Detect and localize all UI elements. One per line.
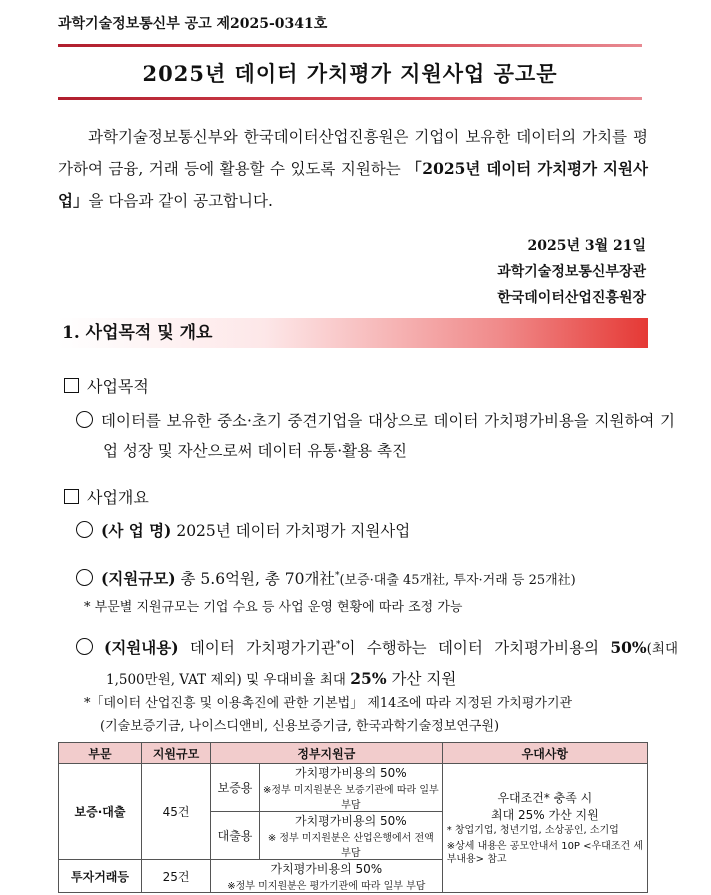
support-main: 가치평가비용의 50% [270, 862, 383, 876]
preference-line-2: 최대 25% 가산 지원 [491, 808, 599, 822]
content-text-1: 데이터 가치평가기관 [189, 639, 336, 658]
purpose-heading [64, 374, 149, 397]
notice-number: 과학기술정보통신부 공고 제2025-0341호 [58, 16, 328, 32]
table-header-row [59, 743, 648, 764]
document-title: 2025년 데이터 가치평가 지원사업 공고문 [142, 61, 558, 86]
scale-label: (지원규모) [101, 569, 176, 589]
signatory-2: 한국데이터산업진흥원장 [497, 290, 646, 306]
scale-value: 총 5.6억원, 총 70개社 [180, 570, 335, 589]
content-note-2: (기술보증기금, 나이스디앤비, 신용보증기금, 한국과학기술정보연구원) [100, 719, 500, 734]
title-top-rule [58, 44, 642, 47]
intro-program-name: 「2025년 데이터 가치평가 지원사업」 [58, 159, 648, 210]
support-note: ※정부 미지원분은 평가기관에 따라 일부 부담 [227, 881, 426, 892]
table-cell-type: 대출용 [211, 812, 260, 860]
support-table [58, 742, 648, 893]
scale-note: * 부문별 지원규모는 기업 수요 등 사업 운영 현황에 따라 조정 가능 [84, 600, 463, 615]
announcement-date: 2025년 3월 21일 [527, 238, 646, 254]
preference-line-4: ※상세 내용은 공모안내서 10P <우대조건 세부내용> 참고 [446, 841, 643, 865]
purpose-text: 데이터를 보유한 중소·초기 중견기업을 대상으로 데이터 가치평가비용을 지원하여 기업 성장 및 자산으로써 데이터 유통·활용 촉진 [101, 412, 675, 460]
table-row [59, 764, 648, 812]
content-label: (지원내용) [104, 638, 179, 658]
section-heading-text: 1. 사업목적 및 개요 [62, 323, 213, 343]
table-header: 부문 [59, 743, 142, 764]
circle-bullet-icon [76, 638, 93, 655]
overview-heading-text: 사업개요 [87, 488, 149, 507]
table-cell-type: 보증용 [211, 764, 260, 812]
content-text-4: 가산 지원 [386, 670, 457, 689]
table-cell-scale: 25건 [142, 860, 211, 893]
table-cell-section: 보증·대출 [59, 764, 142, 860]
content-note-1: *「데이터 산업진흥 및 이용촉진에 관한 기본법」 제14조에 따라 지정된 가치평가기관 [84, 696, 573, 711]
support-note: ※ 정부 미지원분은 산업은행에서 전액 부담 [267, 833, 434, 859]
program-name-value: 2025년 데이터 가치평가 지원사업 [176, 522, 411, 540]
table-header: 지원규모 [142, 743, 211, 764]
signature-block [497, 233, 646, 311]
program-name-label: (사 업 명) [101, 521, 172, 540]
scale-item [76, 561, 648, 596]
circle-bullet-icon [76, 569, 93, 586]
content-footnote-mark: * [335, 640, 341, 650]
table-cell-scale: 45건 [142, 764, 211, 860]
table-cell-support [260, 764, 443, 812]
program-name-item [76, 516, 648, 546]
intro-paragraph [58, 122, 648, 217]
scale-footnote-mark: * [334, 571, 340, 581]
table-cell-section: 투자거래등 [59, 860, 142, 893]
circle-bullet-icon [76, 521, 93, 538]
signatory-1: 과학기술정보통신부장관 [497, 264, 646, 280]
table-cell-support [211, 860, 443, 893]
table-header: 우대사항 [442, 743, 647, 764]
content-text-3: (최대 1,500만원, VAT 제외) 및 우대비율 최대 [106, 641, 678, 689]
intro-text-1: 과학기술정보통신부와 한국데이터산업진흥원은 기업이 보유한 데이터의 가치를 평가하여 금융, 거래 등에 활용할 수 있도록 지원하는 [58, 128, 648, 178]
purpose-item [76, 406, 675, 466]
square-bullet-icon [64, 489, 79, 504]
support-note: ※정부 미지원분은 보증기관에 따라 일부 부담 [263, 785, 439, 811]
overview-heading [64, 485, 149, 508]
content-rate: 50% [610, 638, 647, 658]
support-main: 가치평가비용의 50% [295, 766, 407, 780]
intro-text-2: 을 다음과 같이 공고합니다. [88, 192, 273, 210]
circle-bullet-icon [76, 411, 93, 428]
table-cell-preference [442, 764, 647, 893]
purpose-heading-text: 사업목적 [87, 377, 149, 396]
preference-line-1: 우대조건* 충족 시 [497, 791, 593, 805]
preference-line-3: * 창업기업, 청년기업, 소상공인, 소기업 [446, 825, 619, 836]
title-bottom-rule [58, 97, 642, 100]
square-bullet-icon [64, 378, 79, 393]
table-cell-support [260, 812, 443, 860]
support-main: 가치평가비용의 50% [295, 814, 407, 828]
scale-detail: (보증·대출 45개社, 투자·거래 등 25개社) [339, 573, 576, 589]
table-header: 정부지원금 [211, 743, 443, 764]
content-item [76, 630, 678, 695]
section-heading [58, 318, 648, 348]
content-bonus-rate: 25% [350, 669, 387, 689]
content-text-2: 이 수행하는 데이터 가치평가비용의 [340, 639, 611, 658]
